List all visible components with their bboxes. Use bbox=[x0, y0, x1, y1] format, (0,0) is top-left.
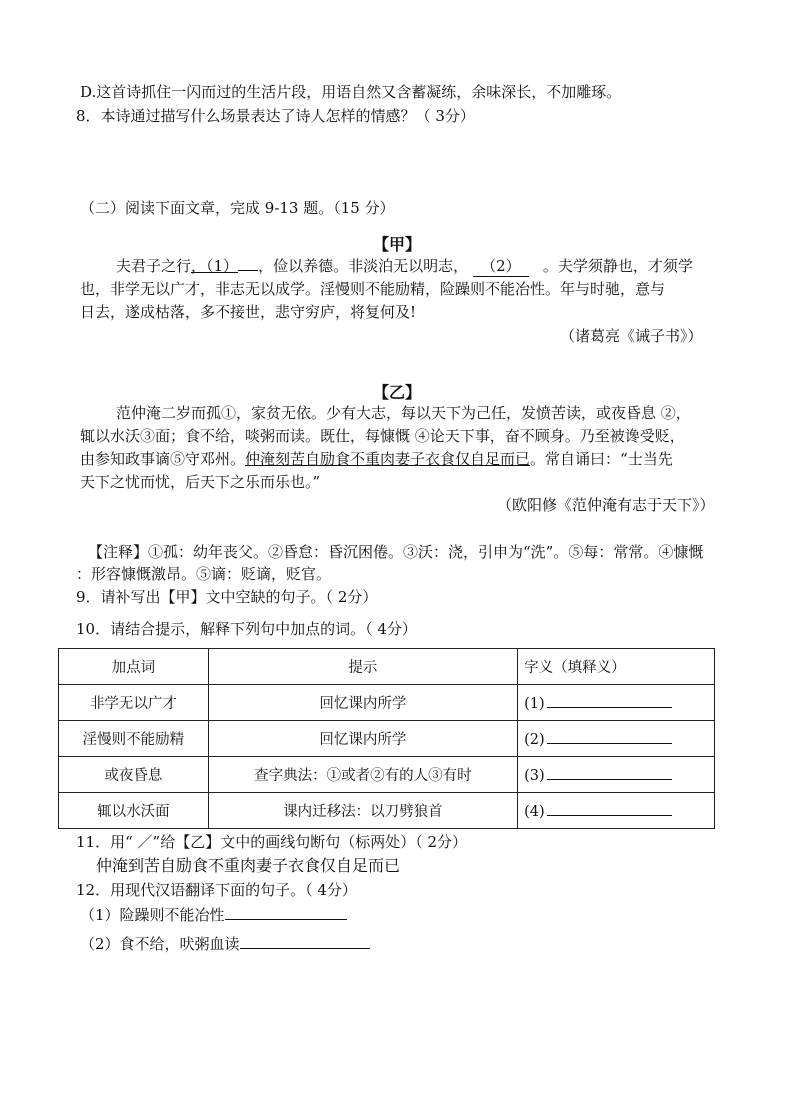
table-header-word: 加点词 bbox=[59, 649, 209, 685]
answer-blank[interactable] bbox=[547, 765, 672, 780]
jia-blank-2: （2） bbox=[473, 256, 529, 277]
table-cell-hint: 回忆课内所学 bbox=[208, 721, 517, 757]
jia-blank-1-line bbox=[238, 270, 258, 271]
question-12-2 bbox=[80, 934, 370, 954]
table-cell-word: 辄以水沃面 bbox=[59, 793, 209, 829]
table-row bbox=[59, 685, 715, 721]
answer-label: (4) bbox=[524, 804, 545, 820]
yi-line-4: 天下之忧而忧，后天下之乐而乐也。” bbox=[80, 473, 321, 491]
section2-heading: （二）阅读下面文章，完成 9-13 题。（15 分） bbox=[80, 199, 395, 217]
yi-line3-b: 。常自诵曰：“士当先 bbox=[530, 450, 673, 468]
notes-line-2: ：形容慷慨激昂。⑤谪：贬谪，贬官。 bbox=[76, 565, 332, 583]
table-cell-hint: 回忆课内所学 bbox=[208, 685, 517, 721]
table-cell-answer[interactable] bbox=[518, 793, 715, 829]
table-cell-hint: 查字典法：①或者②有的人③有时 bbox=[208, 757, 517, 793]
table-header-meaning: 字义（填释义） bbox=[518, 649, 715, 685]
jia-line-2: 也，非学无以广才，非志无以成学。淫慢则不能励精，险躁则不能冶性。年与时驰，意与 bbox=[80, 280, 666, 298]
table-cell-answer[interactable] bbox=[518, 757, 715, 793]
jia-line1-b: ，俭以养德。非淡泊无以明志， bbox=[258, 257, 469, 275]
yi-line-2: 辄以水沃③面；食不给，啖粥而读。既仕，每慷慨 ④论天下事，奋不顾身。乃至被谗受贬， bbox=[80, 427, 685, 445]
answer-blank[interactable] bbox=[547, 801, 672, 816]
table-cell-word: 非学无以广才 bbox=[59, 685, 209, 721]
yi-underlined-sentence: 仲淹刻苦自励食不重肉妻子衣食仅自足而已 bbox=[245, 450, 531, 468]
q12-2-answer-blank[interactable] bbox=[240, 934, 370, 949]
table-cell-answer[interactable] bbox=[518, 685, 715, 721]
yi-title: 【乙】 bbox=[372, 383, 421, 402]
answer-blank[interactable] bbox=[547, 693, 672, 708]
question-11: 11．用“ ／”给【乙】文中的画线句断句（标两处）（ 2分） bbox=[76, 833, 468, 851]
question-12: 12．用现代汉语翻译下面的句子。（ 4分） bbox=[76, 881, 357, 899]
notes-line-1: 【注释】①孤：幼年丧父。②昏怠：昏沉困倦。③沃：浇，引申为“洗”。⑤每：常常。④慷慨 bbox=[88, 543, 704, 561]
table-row bbox=[59, 793, 715, 829]
table-cell-word: 淫慢则不能励精 bbox=[59, 721, 209, 757]
q12-1-text: （1）险躁则不能冶性 bbox=[80, 906, 225, 924]
jia-source: （诸葛亮《诫子书》） bbox=[560, 327, 703, 345]
jia-line-3: 日去，遂成枯落，多不接世，悲守穷庐，将复何及! bbox=[80, 303, 417, 321]
question-9: 9．请补写出【甲】文中空缺的句子。（ 2分） bbox=[76, 588, 378, 606]
table-header-row bbox=[59, 649, 715, 685]
answer-label: (1) bbox=[524, 696, 545, 712]
q12-1-answer-blank[interactable] bbox=[225, 905, 347, 920]
yi-line3-a: 由参知政事谪⑤守邓州。 bbox=[80, 450, 246, 468]
question-8: 8．本诗通过描写什么场景表达了诗人怎样的情感？（ 3分） bbox=[76, 107, 475, 125]
yi-source: （欧阳修《范仲淹有志于天下》） bbox=[497, 496, 715, 514]
q7-option-d: D.这首诗抓住一闪而过的生活片段，用语自然又含蓄凝练，余味深长，不加雕琢。 bbox=[80, 83, 622, 101]
answer-blank[interactable] bbox=[547, 729, 672, 744]
table-row bbox=[59, 757, 715, 793]
yi-line-3 bbox=[80, 449, 673, 469]
question-12-1 bbox=[80, 905, 347, 925]
table-header-hint: 提示 bbox=[208, 649, 517, 685]
question-10: 10．请结合提示，解释下列句中加点的词。（ 4分） bbox=[76, 620, 417, 638]
q12-2-text: （2）食不给，吠粥血读 bbox=[80, 935, 240, 953]
answer-label: (3) bbox=[524, 768, 545, 784]
table-cell-hint: 课内迁移法：以刀劈狼首 bbox=[208, 793, 517, 829]
table-cell-word: 或夜昏息 bbox=[59, 757, 209, 793]
jia-line1-c: 。夫学须静也，才须学 bbox=[542, 257, 693, 275]
word-table bbox=[58, 648, 715, 829]
jia-title: 【甲】 bbox=[372, 235, 421, 254]
table-cell-answer[interactable] bbox=[518, 721, 715, 757]
table-row bbox=[59, 721, 715, 757]
yi-line-1: 范仲淹二岁而孤①，家贫无依。少有大志，每以天下为己任，发愤苦读，或夜昏息 ②， bbox=[116, 404, 691, 422]
jia-line1-a: 夫君子之行 bbox=[116, 257, 192, 275]
answer-label: (2) bbox=[524, 732, 545, 748]
question-11-sentence: 仲淹到苦自励食不重肉妻子衣食仅自足而已 bbox=[96, 856, 401, 875]
jia-line-1 bbox=[116, 256, 693, 277]
jia-blank-1: ，（1） bbox=[191, 257, 239, 275]
